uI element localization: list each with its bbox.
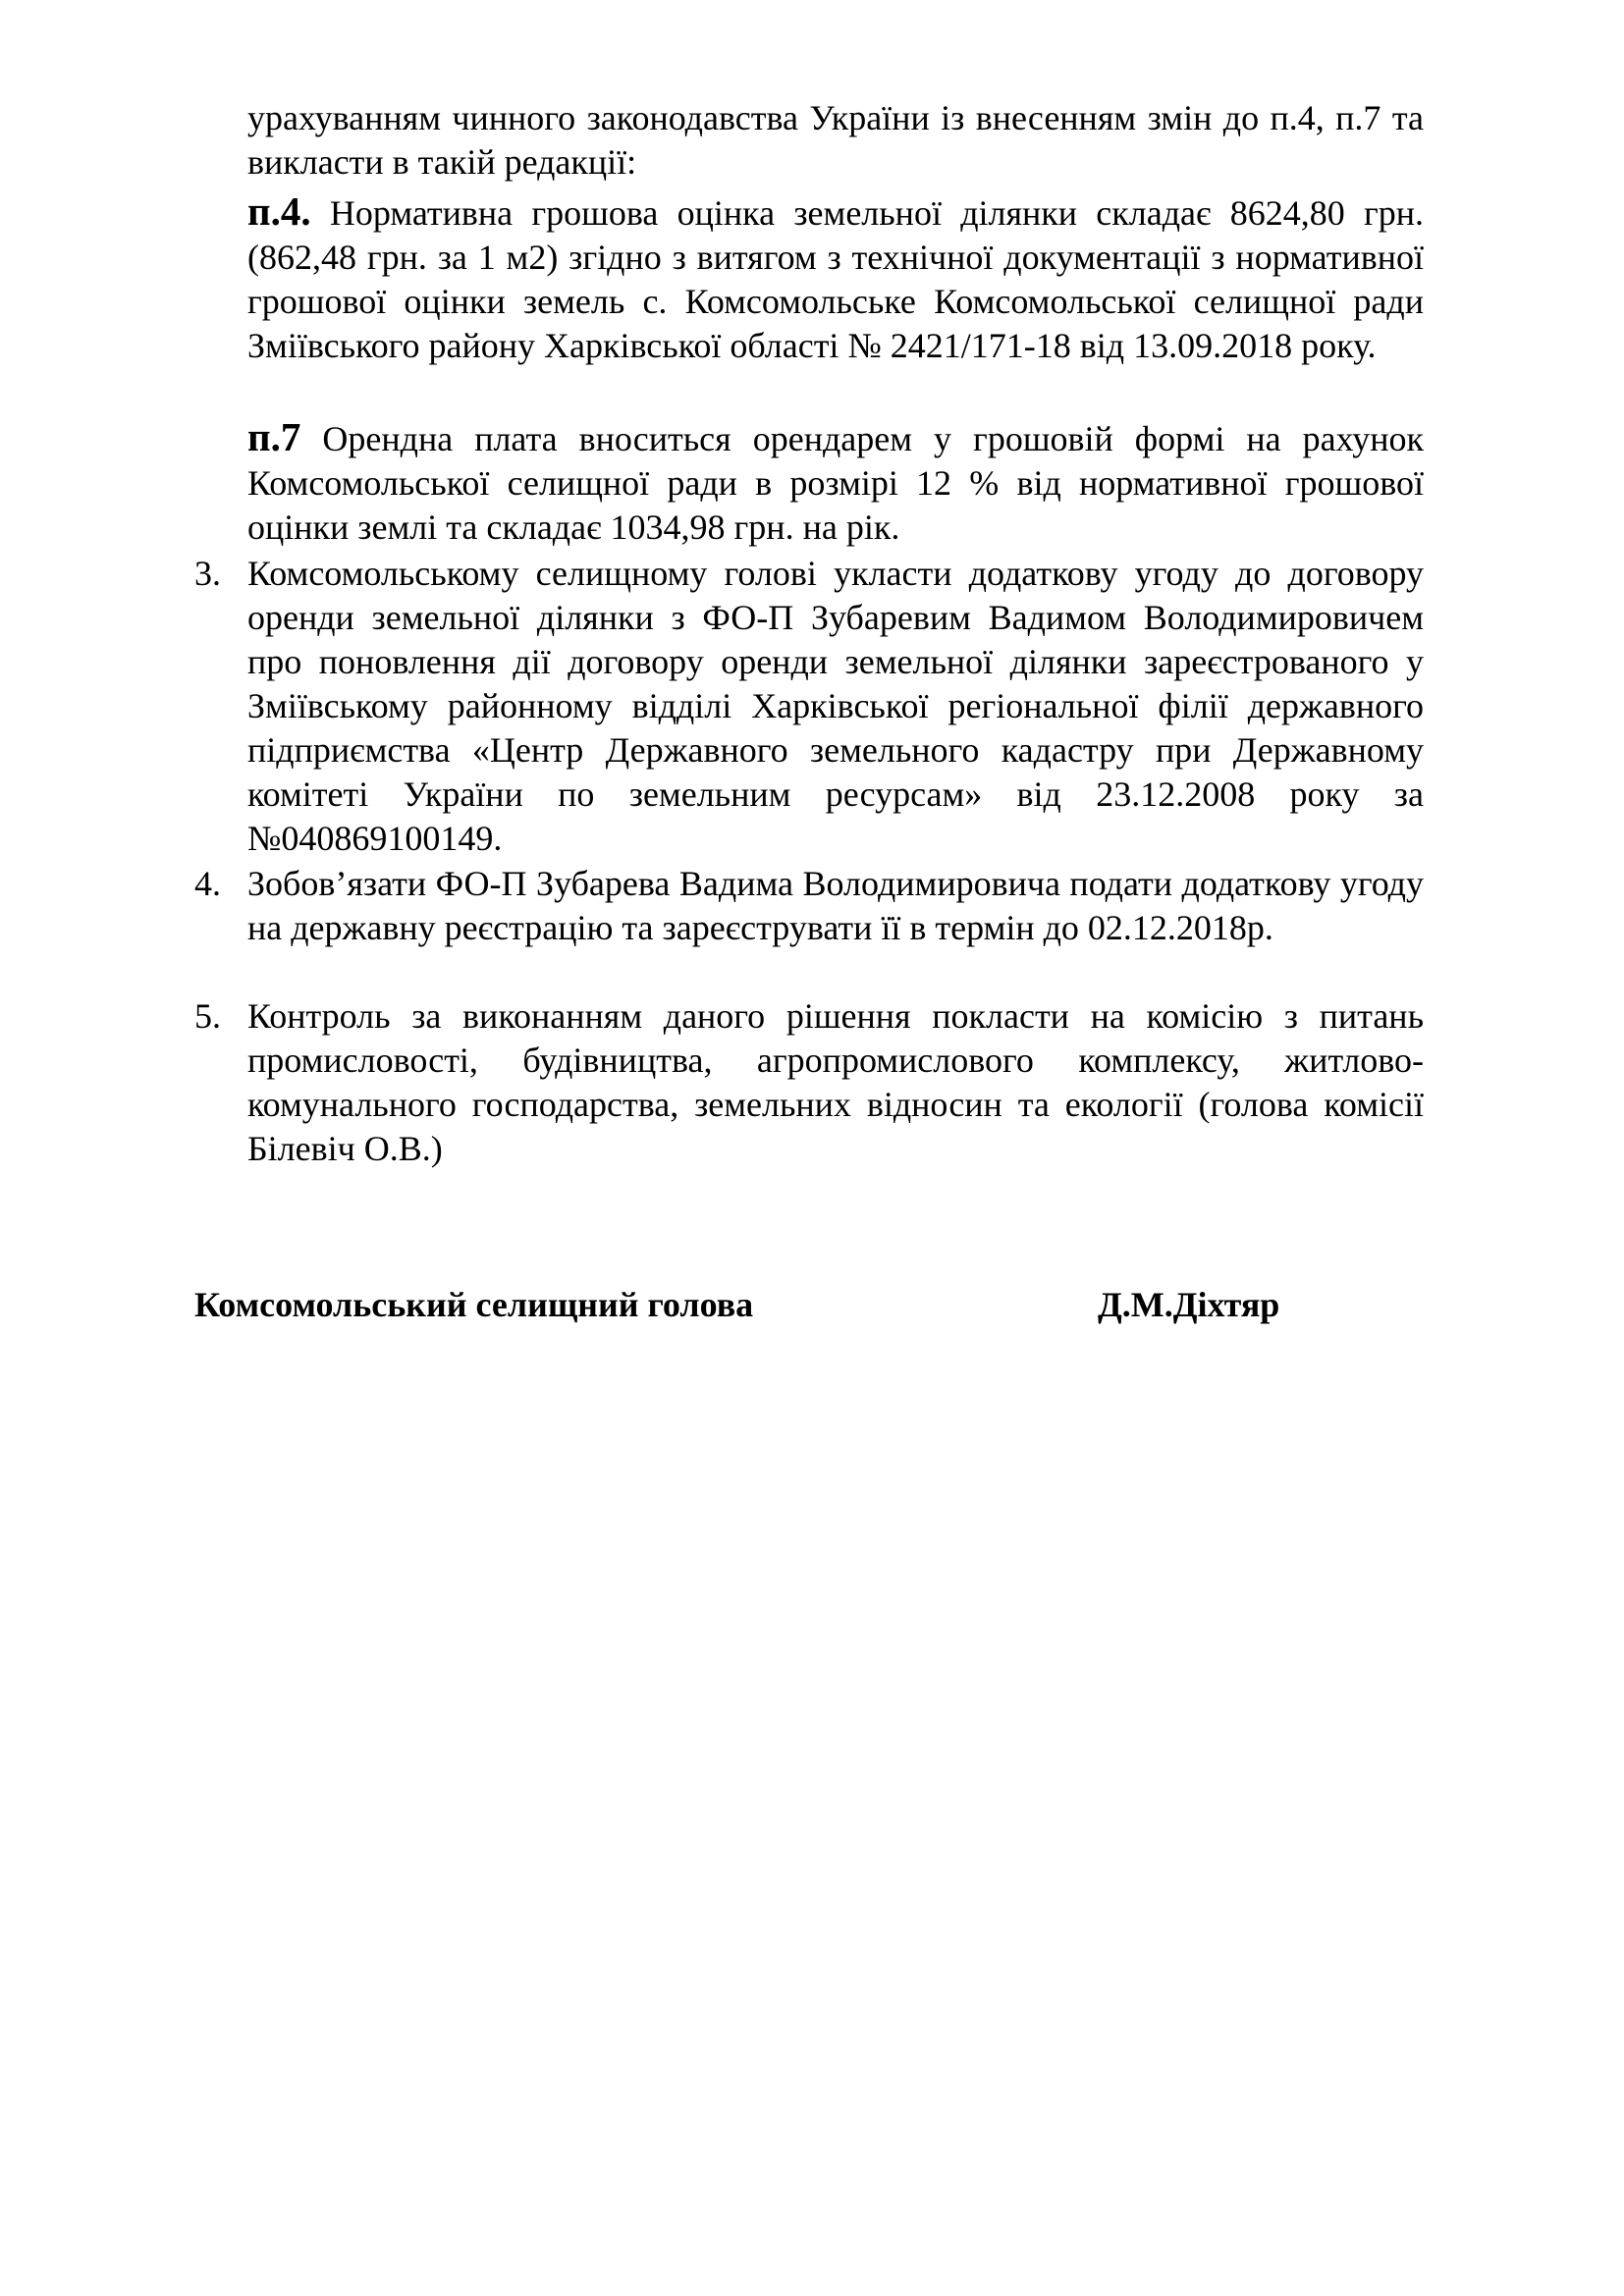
signature-title: Комсомольський селищний голова bbox=[194, 1285, 754, 1324]
list-item-text: Контроль за виконанням даного рішення покласти на комісію з питань промисловості, будівництва, агропромислового комплексу, житлово-комунального господарства, земельних відносин та екології (голова комісії Білевіч О.В.) bbox=[247, 996, 1424, 1168]
clause-7-tag: п.7 bbox=[247, 414, 301, 459]
list-item-4 bbox=[194, 862, 1424, 950]
list-item-3 bbox=[194, 552, 1424, 861]
signature-name: Д.М.Діхтяр bbox=[1098, 1285, 1280, 1324]
clause-4-text: Нормативна грошова оцінка земельної ділянки складає 8624,80 грн. (862,48 грн. за 1 м2) згідно з витягом з технічної документації з нормативної грошової оцінки земель с. Комсомольське Комсомольської селищної ради Зміївського району Харківської області № 2421/171-18 від 13.09.2018 року. bbox=[247, 193, 1424, 365]
intro-paragraph: урахуванням чинного законодавства України із внесенням змін до п.4, п.7 та викласти в такій редакції: bbox=[247, 98, 1424, 182]
clause-4-tag: п.4. bbox=[247, 188, 311, 234]
signature-block bbox=[194, 1283, 1324, 1332]
list-item-number: 5. bbox=[194, 996, 221, 1036]
clause-7-paragraph bbox=[247, 415, 1424, 550]
list-item-number: 3. bbox=[194, 554, 221, 593]
clause-7-text: Орендна плата вноситься орендарем у грошовій формі на рахунок Комсомольської селищної ради в розмірі 12 % від нормативної грошової оцінки землі та складає 1034,98 грн. на рік. bbox=[247, 419, 1424, 547]
list-item-5 bbox=[194, 994, 1424, 1171]
list-item-number: 4. bbox=[194, 864, 221, 903]
list-item-text: Комсомольському селищному голові укласти додаткову угоду до договору оренди земельної ділянки з ФО-П Зубаревим Вадимом Володимировичем про поновлення дії договору оренди земельної ділянки зареєстрованого у Зміївському районному відділі Харківської регіональної філії державного підприємства «Центр Державного земельного кадастру при Державному комітеті України по земельним ресурсам» від 23.12.2008 року за №040869100149. bbox=[247, 554, 1424, 858]
list-item-text: Зобов’язати ФО-П Зубарева Вадима Володимировича подати додаткову угоду на державну реєстрацію та зареєструвати її в термін до 02.12.2018р. bbox=[247, 864, 1424, 947]
clause-4-paragraph bbox=[247, 189, 1424, 368]
